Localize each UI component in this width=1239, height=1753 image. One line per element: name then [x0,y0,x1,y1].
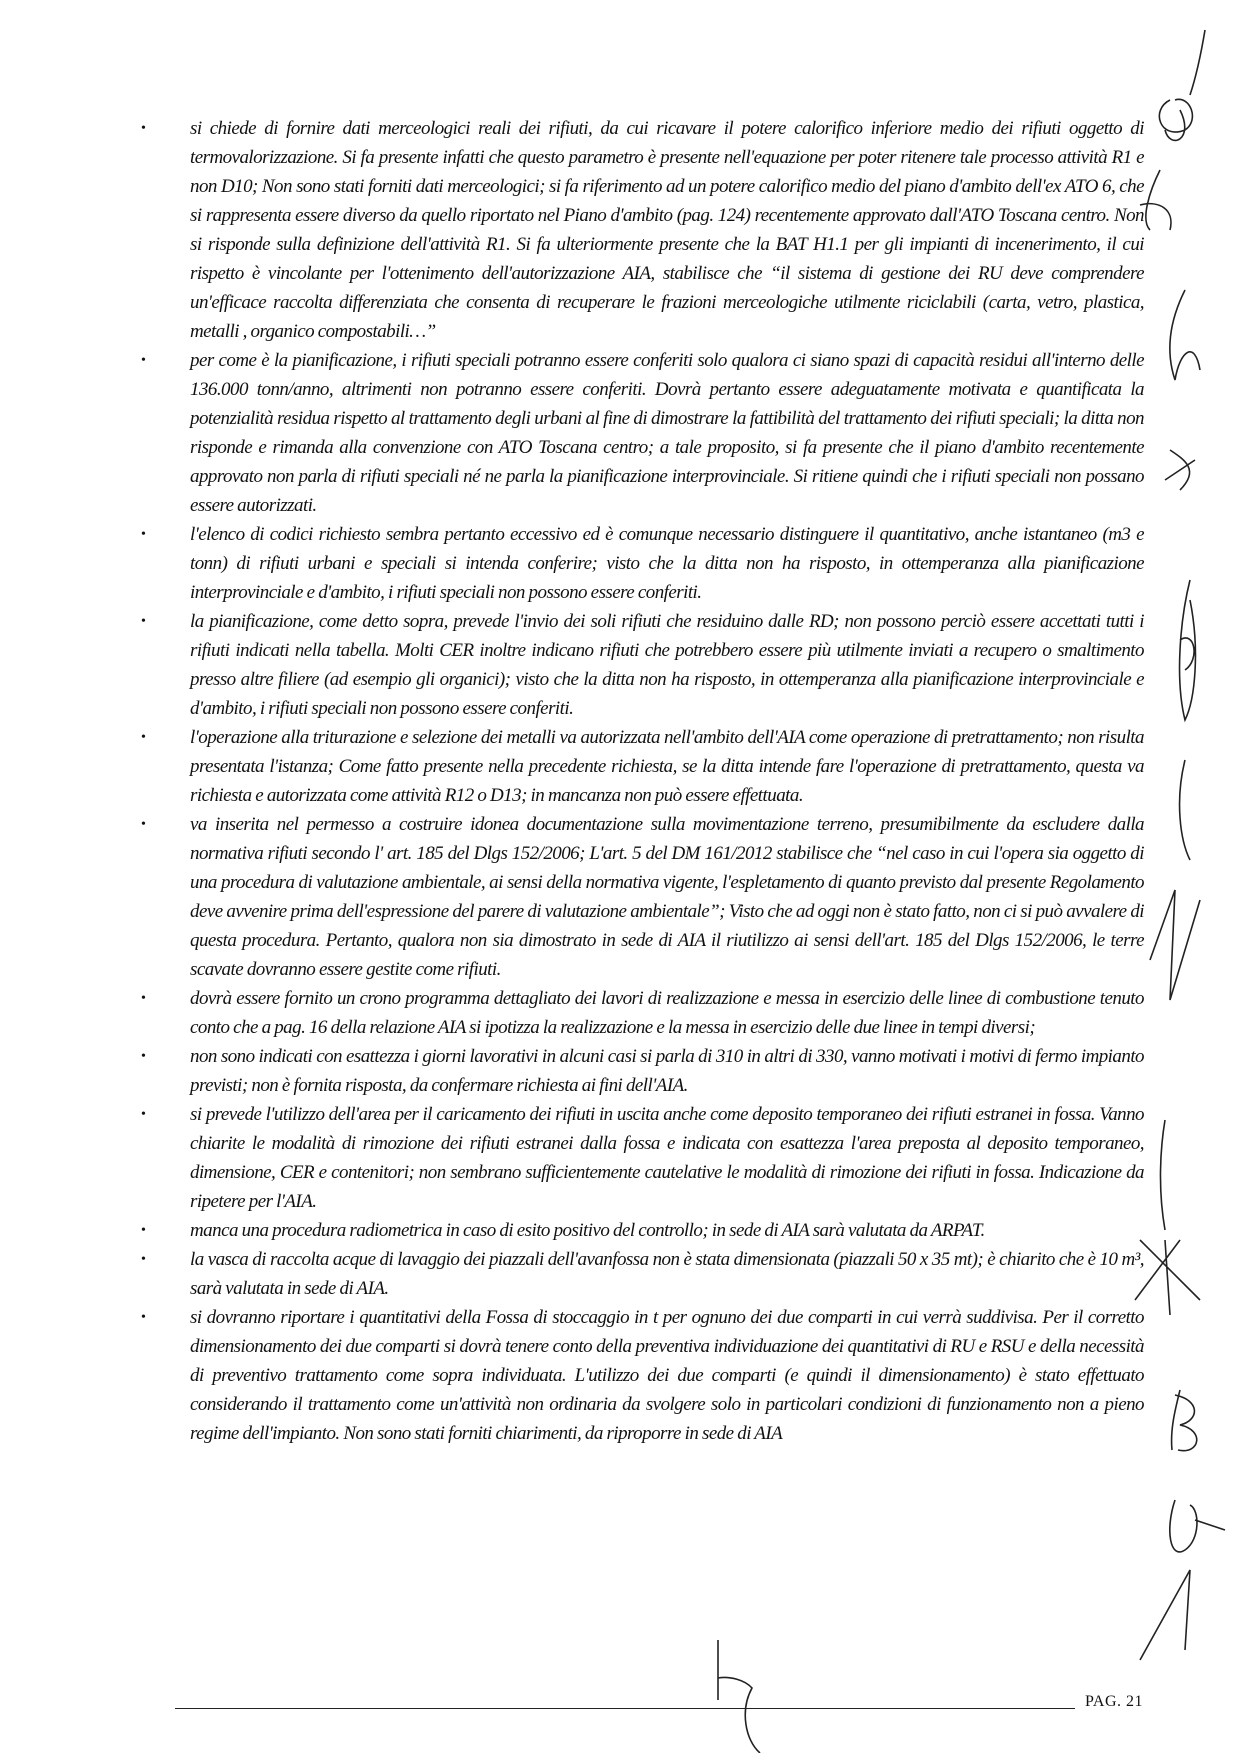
list-item [141,346,1144,520]
list-item [141,520,1144,607]
list-item [141,607,1144,723]
bullet-icon: • [141,1310,146,1325]
item-text: si prevede l'utilizzo dell'area per il caricamento dei rifiuti in uscita anche come deposito temporaneo dei rifiuti estranei in fossa. Vanno chiarite le modalità di rimozione dei rifiuti estranei dalla fossa e indicata con esattezza l'area preposta al deposito temporaneo, dimensione, CER e contenitori; non sembrano sufficientemente cautelative le modalità di rimozione dei rifiuti in fossa. Indicazione da ripetere per l'AIA. [190,1104,1144,1212]
margin-initial-mark [1150,890,1200,1000]
list-item [141,810,1144,984]
margin-initial-mark [1140,170,1171,230]
margin-initial-mark [1160,1120,1165,1230]
margin-initial-mark [1140,1570,1190,1660]
item-text: l'operazione alla triturazione e selezione dei metalli va autorizzata nell'ambito dell'AIA come operazione di pretrattamento; non risulta presentata l'istanza; Come fatto presente nella precedente richiesta, se la ditta intende fare l'operazione di pretrattamento, questa va richiesta e autorizzata come attività R12 o D13; in mancanza non può essere effettuata. [190,727,1144,806]
list-item [141,984,1144,1042]
margin-initial-mark [1180,760,1190,860]
item-text: si chiede di fornire dati merceologici reali dei rifiuti, da cui ricavare il potere calorifico inferiore medio dei rifiuti oggetto di termovalorizzazione. Si fa presente infatti che questo parametro è presente nell'equazione per poter ritenere tale processo attività R1 e non D10; Non sono stati forniti dati merceologici; si fa riferimento ad un potere calorifico medio del piano d'ambito dell'ex ATO 6, che si rappresenta essere diverso da quello riportato nel Piano d'ambito (pag. 124) recentemente approvato dall'ATO Toscana centro. Non si risponde sulla definizione dell'attività R1. Si fa ulteriormente presente che la BAT H1.1 per gli impianti di incenerimento, il cui rispetto è vincolante per l'ottenimento dell'autorizzazione AIA, stabilisce che “il sistema di gestione dei RU deve comprendere un'efficace raccolta differenziata che consenta di recuperare le frazioni merceologiche utilmente riciclabili (carta, vetro, plastica, metalli , organico compostabili…” [190,118,1144,342]
item-text: l'elenco di codici richiesto sembra pertanto eccessivo ed è comunque necessario distinguere il quantitativo, anche istantaneo (m3 e tonn) di rifiuti urbani e speciali si intenda conferire; visto che la ditta non ha risposto, in ottemperanza alla pianificazione interprovinciale e d'ambito, i rifiuti speciali non possono essere conferiti. [190,524,1144,603]
bullet-icon: • [141,730,146,745]
bullet-icon: • [141,527,146,542]
item-text: va inserita nel permesso a costruire idonea documentazione sulla movimentazione terreno, presumibilmente da escludere dalla normativa rifiuti secondo l' art. 185 del Dlgs 152/2006; L'art. 5 del DM 161/2012 stabilisce che “nel caso in cui l'opera sia oggetto di una procedura di valutazione ambientale, ai sensi della normativa vigente, l'espletamento di quanto previsto dal presente Regolamento deve avvenire prima dell'espressione del parere di valutazione ambientale”; Visto che ad oggi non è stato fatto, non ci si può avvalere di questa procedura. Pertanto, qualora non sia dimostrato in sede di AIA il riutilizzo ai sensi dell'art. 185 del Dlgs 152/2006, le terre scavate dovranno essere gestite come rifiuti. [190,814,1144,980]
list-item [141,1216,1144,1245]
bullet-list [141,114,1144,1448]
list-item [141,1245,1144,1303]
item-text: manca una procedura radiometrica in caso di esito positivo del controllo; in sede di AIA sarà valutata da ARPAT. [190,1220,985,1241]
list-item [141,1042,1144,1100]
bullet-icon: • [141,614,146,629]
bullet-icon: • [141,1252,146,1267]
item-text: la vasca di raccolta acque di lavaggio dei piazzali dell'avanfossa non è stata dimensionata (piazzali 50 x 35 mt); è chiarito che è 10 m³, sarà valutata in sede di AIA. [190,1249,1144,1299]
bullet-icon: • [141,817,146,832]
bullet-icon: • [141,991,146,1006]
item-text: per come è la pianificazione, i rifiuti speciali potranno essere conferiti solo qualora ci siano spazi di capacità residui all'interno delle 136.000 tonn/anno, altrimenti non potranno essere conferiti. Dovrà pertanto essere adeguatamente motivata e quantificata la potenzialità residua rispetto al trattamento degli urbani al fine di dimostrare la fattibilità del trattamento dei rifiuti speciali; la ditta non risponde e rimanda alla convenzione con ATO Toscana centro; a tale proposito, si fa presente che il piano d'ambito recentemente approvato non parla di rifiuti speciali né ne parla la pianificazione interprovinciale. Si ritiene quindi che i rifiuti speciali non possano essere autorizzati. [190,350,1144,516]
item-text: non sono indicati con esattezza i giorni lavorativi in alcuni casi si parla di 310 in altri di 330, vanno motivati i motivi di fermo impianto previsti; non è fornita risposta, da confermare richiesta ai fini dell'AIA. [190,1046,1144,1096]
margin-initial-mark [1172,1390,1197,1451]
margin-initial-mark [1170,290,1200,380]
margin-initial-mark [1170,1500,1225,1552]
bullet-icon: • [141,1107,146,1122]
footer-divider [175,1708,1075,1709]
list-item [141,723,1144,810]
bullet-icon: • [141,121,146,136]
list-item [141,114,1144,346]
margin-initial-mark [1135,1240,1200,1315]
bottom-signature-mark [718,1640,760,1753]
list-item [141,1100,1144,1216]
bullet-icon: • [141,1049,146,1064]
item-text: dovrà essere fornito un crono programma dettagliato dei lavori di realizzazione e messa in esercizio delle linee di combustione tenuto conto che a pag. 16 della relazione AIA si ipotizza la realizzazione e la messa in esercizio delle due linee in tempi diversi; [190,988,1144,1038]
list-item [141,1303,1144,1448]
item-text: la pianificazione, come detto sopra, prevede l'invio dei soli rifiuti che residuino dalle RD; non possono perciò essere accettati tutti i rifiuti indicati nella tabella. Molti CER inoltre indicano rifiuti che potrebbero essere più utilmente inviati a recupero o smaltimento presso altre filiere (ad esempio gli organici); visto che la ditta non ha risposto, in ottemperanza alla pianificazione interprovinciale e d'ambito, i rifiuti speciali non possono essere conferiti. [190,611,1144,719]
bullet-icon: • [141,353,146,368]
margin-initial-mark [1159,30,1205,140]
page-number: PAG. 21 [1085,1693,1144,1710]
margin-initial-mark [1180,580,1196,720]
item-text: si dovranno riportare i quantitativi della Fossa di stoccaggio in t per ognuno dei due comparti in cui verrà suddivisa. Per il corretto dimensionamento dei due comparti si dovrà tenere conto della preventiva individuazione dei quantitativi di RU e RSU e della necessità di preventivo trattamento come sopra individuata. L'utilizzo dei due comparti (e quindi il dimensionamento) è stato effettuato considerando il trattamento come un'attività non ordinaria da svolgere solo in particolari condizioni di funzionamento non a pieno regime dell'impianto. Non sono stati forniti chiarimenti, da riproporre in sede di AIA [190,1307,1144,1444]
margin-initial-mark [1165,450,1195,490]
bullet-icon: • [141,1223,146,1238]
